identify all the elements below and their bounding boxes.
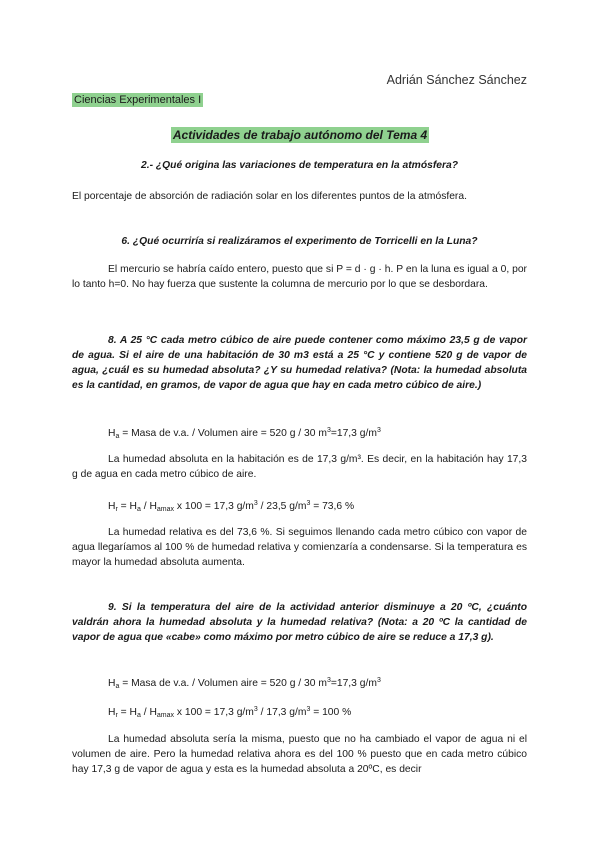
question-2: 2.- ¿Qué origina las variaciones de temperatura en la atmósfera? bbox=[140, 160, 459, 171]
paragraph-9-1: La humedad absoluta sería la misma, puesto que no ha cambiado el vapor de agua ni el volumen de aire. Pero la humedad relativa ahora es del 100 % puesto que en cada metro cúbico hay 17,3 g de vapor de agua y esta es la humedad absoluta a 20ºC, es decir bbox=[72, 734, 527, 775]
formula-absolute-humidity-9: $H_a$ = Masa de v.a. / Volumen aire = 520 g / 30 $m^3=17,3$ $g/m^3$ bbox=[108, 677, 381, 690]
formula-relative-humidity-9: $H_r = H_a / H_{amax}$ x 100 = 17,3 $g/m^3 / 17,3$ $g/m^3 = 100$ % bbox=[108, 706, 352, 719]
answer-6: El mercurio se habría caído entero, puesto que si P = d · g · h. P en la luna es igual a 0, por lo tanto h=0. No hay fuerza que sustente la columna de mercurio por lo que se desbordara. bbox=[72, 264, 527, 290]
formula-relative-humidity-8: $H_r = H_a / H_{amax}$ x 100 = 17,3 $g/m^3 / 23,5$ $g/m^3 = 73,6$ % bbox=[108, 500, 355, 513]
title-wrapper bbox=[0, 126, 600, 144]
formula-absolute-humidity-8: $H_a$ = Masa de v.a. / Volumen aire = 520 g / 30 $m^3=17,3$ $g/m^3$ bbox=[108, 427, 381, 440]
question-8: 8. A 25 °C cada metro cúbico de aire puede contener como máximo 23,5 g de vapor de agua. Si el aire de una habitación de 30 m3 está a 25 °C y contiene 520 g de vapor de agua, ¿cuál es su humedad absoluta? ¿Y su humedad relativa? (Nota: la humedad absoluta es la cantidad, en gramos, de vapor de agua que hay en cada metro cúbico de aire.) bbox=[72, 335, 527, 391]
subject-label: Ciencias Experimentales I bbox=[74, 94, 202, 106]
question-9: 9. Si la temperatura del aire de la actividad anterior disminuye a 20 ºC, ¿cuánto valdrán ahora la humedad absoluta y la humedad relativa? (Nota: a 20 ºC la cantidad de vapor de agua que «cabe» como máximo por metro cúbico de aire se reduce a 17,3 g). bbox=[72, 602, 527, 643]
question-6: 6. ¿Qué ocurriría si realizáramos el experimento de Torricelli en la Luna? bbox=[121, 236, 478, 247]
paragraph-8-2: La humedad relativa es del 73,6 %. Si seguimos llenando cada metro cúbico con vapor de agua llegaríamos al 100 % de humedad relativa y comienzaría a condensarse. Si la temperatura es mayor la humedad absoluta aumenta. bbox=[72, 527, 527, 568]
document-title: Actividades de trabajo autónomo del Tema 4 bbox=[172, 128, 428, 142]
answer-2: El porcentaje de absorción de radiación solar en los diferentes puntos de la atmósfera. bbox=[72, 191, 467, 202]
author-name: Adrián Sánchez Sánchez bbox=[386, 73, 527, 87]
paragraph-8-1: La humedad absoluta en la habitación es de 17,3 g/m³. Es decir, en la habitación hay 17,3 g de agua en cada metro cúbico de aire. bbox=[72, 454, 527, 480]
